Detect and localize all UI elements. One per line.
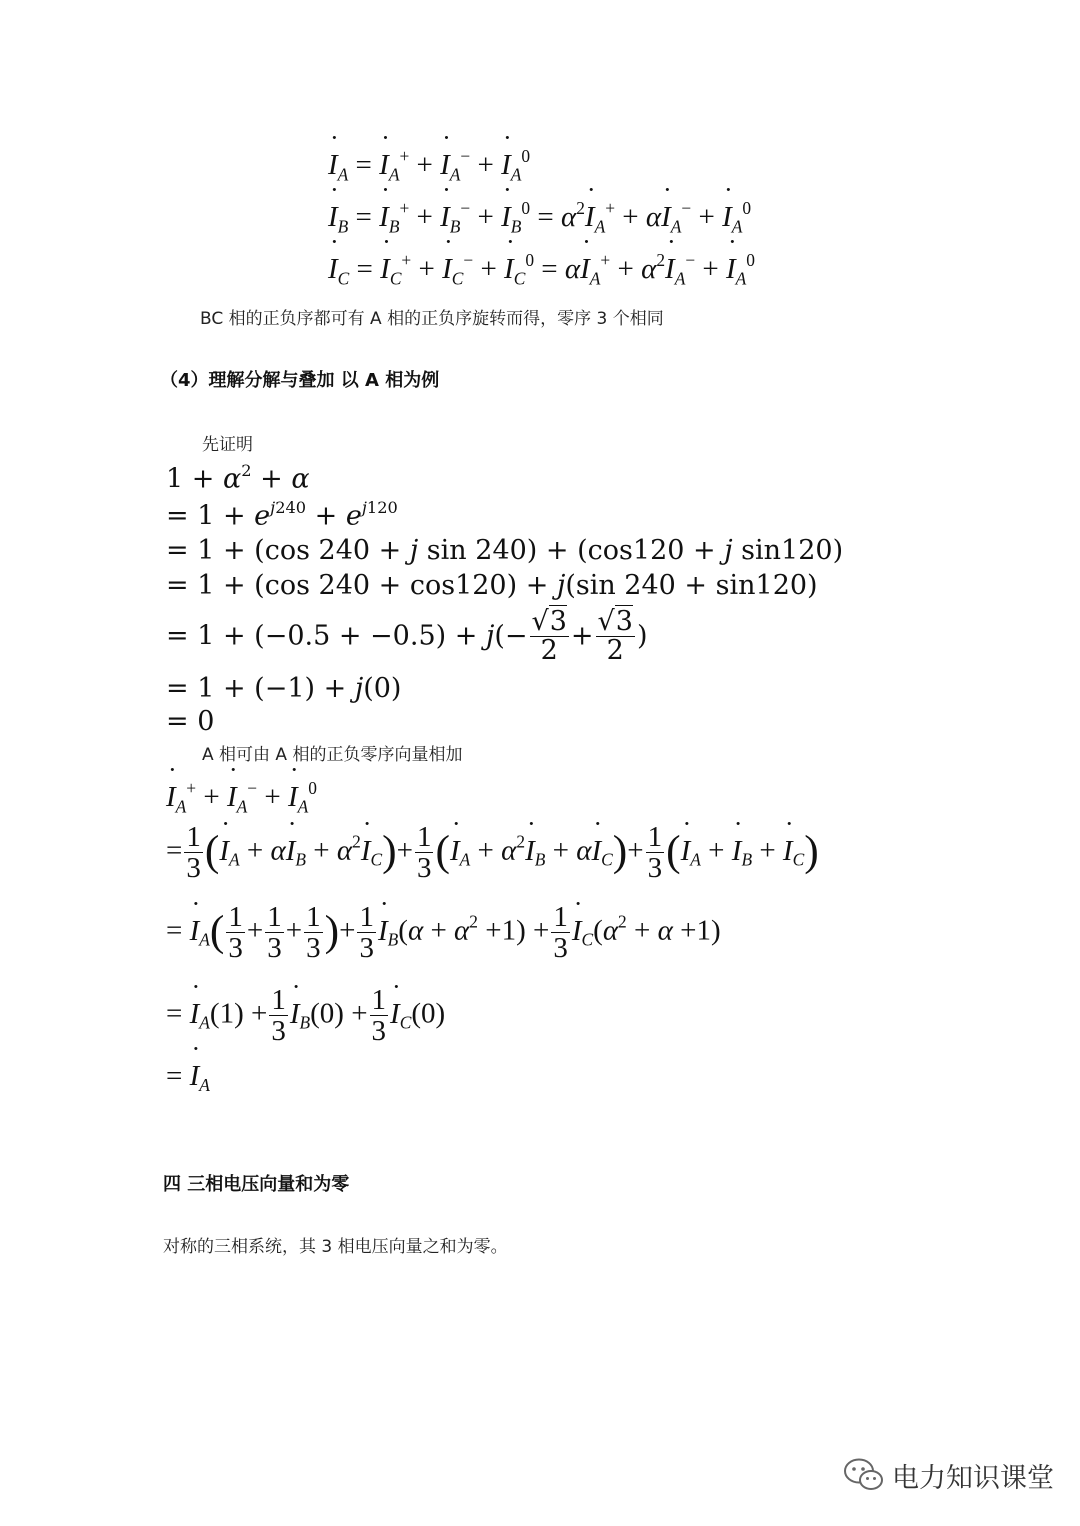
text-a-phase-sum: A 相可由 A 相的正负零序向量相加 (202, 745, 463, 765)
proof-line-7: = 0 (166, 706, 215, 737)
text-proof-first: 先证明 (202, 435, 253, 455)
watermark (842, 1455, 1054, 1495)
section-heading-four: 四 三相电压向量和为零 (163, 1174, 350, 1195)
proof-line-4: = 1 + (cos 240 + cos120) + j(sin 240 + sin120) (166, 570, 818, 601)
sum-line-1: ˙ $I_A^+$ + ˙ $I_A^-$ + ˙ $I_A^0$ (166, 780, 317, 816)
wechat-icon (842, 1455, 886, 1495)
section-heading-4: （4）理解分解与叠加 以 A 相为例 (160, 370, 440, 391)
proof-line-6: = 1 + (−1) + j(0) (166, 673, 402, 704)
equation-ib-decomposition: ˙ $I_B$ = ˙ $I_B^+$ + ˙ $I_B^-$ + ˙ $I_B^0$ = $\alpha^2˙$ $I_A^+$ + α˙ $I_A^-$ + ˙ $I_A^0$ (328, 200, 751, 236)
proof-line-2: = $1 + e^{j240} + e^{j120}$ (166, 498, 398, 532)
sum-line-2: = $\frac{1}{3}$ (˙ $I_A$ + α˙ $I_B$ + $\alpha^2˙$ $I_C)+$ $\frac{1}{3}$ (˙ $I_A$ + $\alpha^2˙$ $I_B$ + α˙ $I_C)+$ $\frac{1}{3}$ (˙ $I_A$ + ˙ $I_B$ + ˙ $I_C$) (166, 822, 819, 884)
sum-line-4: = ˙ $I_A(1)$ + $\frac{1}{3}$ ˙ $I_B(0)$ + $\frac{1}{3}$ ˙ $I_C(0)$ (166, 985, 445, 1047)
proof-line-1: $1 + \alpha^2 + \alpha$ (166, 461, 310, 495)
equation-ic-decomposition: ˙ $I_C$ = ˙ $I_C^+$ + ˙ $I_C^-$ + ˙ $I_C^0$ = α˙ $I_A^+$ + $\alpha^2˙$ $I_A^-$ + ˙ $I_A^0$ (328, 252, 755, 288)
sum-line-3: = ˙ $I_A$( $\frac{1}{3}$ + $\frac{1}{3}$ + $\frac{1}{3}$ )+ $\frac{1}{3}$ ˙ $I_B(\alpha + \alpha^2 +1)$ + $\frac{1}{3}$ ˙ $I_C(\alpha^2 + \alpha +1)$ (166, 902, 721, 964)
watermark-text: 电力知识课堂 (892, 1462, 1054, 1494)
proof-line-3: = 1 + (cos 240 + j sin 240) + (cos120 + j sin120) (166, 535, 844, 566)
text-symmetric-system: 对称的三相系统，其 3 相电压向量之和为零。 (163, 1237, 508, 1257)
proof-line-5: = 1 + (−0.5 + −0.5) + j(− $\frac{√3}{2}$ + $\frac{√3}{2}$ ) (166, 606, 648, 667)
text-bc-phase-rotation: BC 相的正负序都可有 A 相的正负序旋转而得，零序 3 个相同 (200, 309, 664, 329)
sum-line-5: = ˙ $I_A$ (166, 1062, 210, 1094)
equation-ia-decomposition: ˙ $I_A$ = ˙ $I_A^+$ + ˙ $I_A^-$ + ˙ $I_A^0$ (328, 148, 530, 184)
